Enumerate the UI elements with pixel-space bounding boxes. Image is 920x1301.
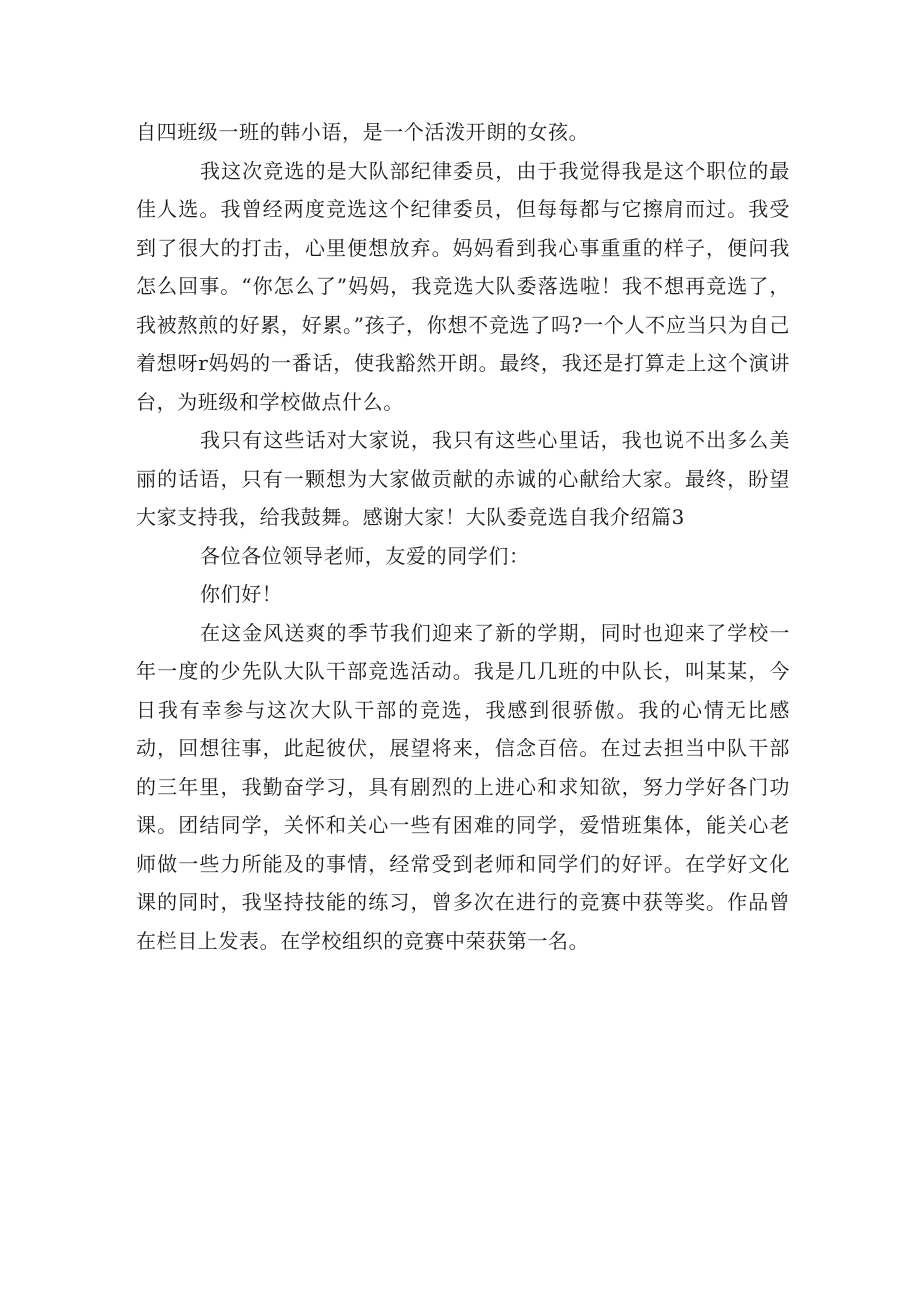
paragraph-campaign-story: 我这次竞选的是大队部纪律委员，由于我觉得我是这个职位的最佳人选。我曾经两度竞选这个纪律委员，但每每都与它擦肩而过。我受到了很大的打击，心里便想放弃。妈妈看到我心事重重的样子，便问我怎么回事。“你怎么了”妈妈，我竞选大队委落选啦！我不想再竞选了，我被熬煎的好累，好累。”孩子，你想不竞选了吗?一个人不应当只为自己着想呀r妈妈的一番话，使我豁然开朗。最终，我还是打算走上这个演讲台，为班级和学校做点什么。 [136, 158, 790, 414]
paragraph-greeting: 你们好！ [200, 582, 283, 606]
paragraph-intro: 自四班级一班的韩小语，是一个活泼开朗的女孩。 [136, 120, 590, 144]
paragraph-speech-body: 在这金风送爽的季节我们迎来了新的学期，同时也迎来了学校一年一度的少先队大队干部竞选活动。我是几几班的中队长，叫某某，今日我有幸参与这次大队干部的竞选，我感到很骄傲。我的心情无比感动，回想往事，此起彼伏，展望将来，信念百倍。在过去担当中队干部的三年里，我勤奋学习，具有剧烈的上进心和求知欲，努力学好各门功课。团结同学，关怀和关心一些有困难的同学，爱惜班集体，能关心老师做一些力所能及的事情，经常受到老师和同学们的好评。在学好文化课的同时，我坚持技能的练习，曾多次在进行的竞赛中获等奖。作品曾在栏目上发表。在学校组织的竞赛中荣获第一名。 [136, 620, 790, 953]
document-page [136, 113, 790, 960]
paragraph-salutation: 各位各位领导老师，友爱的同学们： [200, 543, 530, 568]
paragraph-closing: 我只有这些话对大家说，我只有这些心里话，我也说不出多么美丽的话语，只有一颗想为大家做贡献的赤诚的心献给大家。最终，盼望大家支持我，给我鼓舞。感谢大家！大队委竞选自我介绍篇3 [136, 428, 790, 529]
